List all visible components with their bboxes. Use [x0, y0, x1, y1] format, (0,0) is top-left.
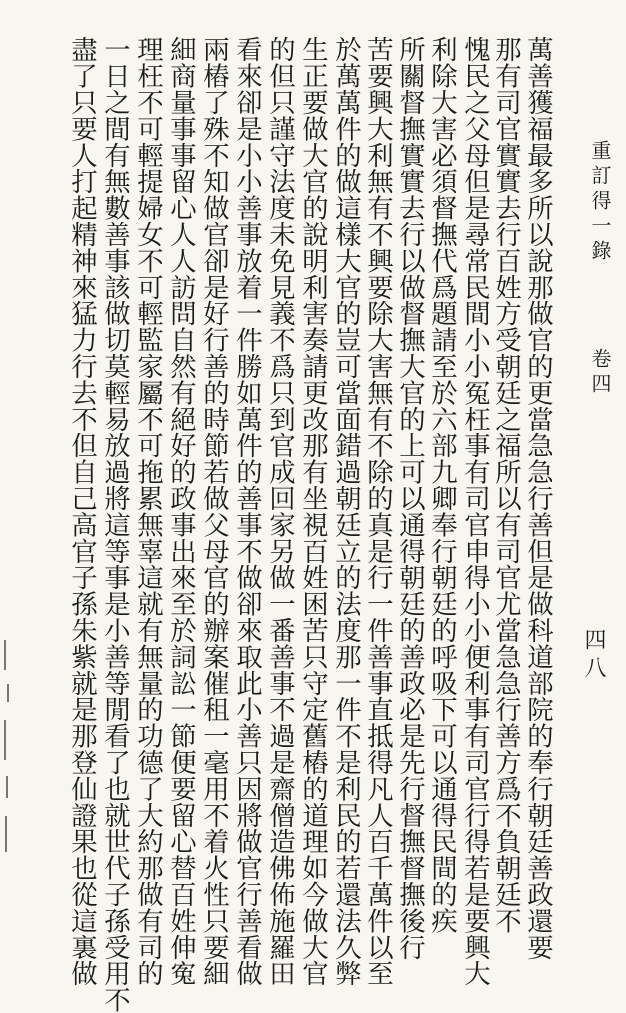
running-header [590, 140, 610, 398]
text-column: 苦要興大利無有不興要除大害無有不除的真是行一件善事直抵得凡人百千萬件以至 [362, 36, 394, 987]
text-column: 細商量事事留心人人訪問自然有絕好的政事出來至於詞訟一節便要留心替百姓伸寃 [165, 36, 197, 987]
text-column: 那有司官實實去行百姓方受朝廷之福所以有司官尤當急急行善方爲不負朝廷不 [490, 36, 522, 934]
text-column: 看來卻是小小善事放着一件勝如萬件的善事不做卻來取此小善只因將做官行善看做 [231, 36, 263, 987]
text-column: 所關督撫實實去行以做督撫大官的上可以通得朝廷的善政必是先行督撫督撫後行 [394, 36, 426, 960]
text-column: 兩樁了殊不知做官卻是好行善的時節若做父母官的辦案催租一毫用不着火性只要細 [198, 36, 230, 987]
text-column: 盡了只要人打起精神來猛力行去不但自己高官子孫朱紫就是那登仙證果也從這裏做 [66, 36, 98, 987]
text-column: 愧民之父母但是尋常民間小小冤枉事有司官申得小小便利事有司官行得若是要興大 [459, 36, 491, 987]
text-column: 萬善獲福最多所以說那做官的更當急急行善但是做科道部院的奉行朝廷善政還要 [522, 36, 554, 960]
text-column: 於萬萬件的做這樣大官的豈可當面錯過朝廷立的法度那一件不是利民的若還法久弊 [330, 36, 362, 987]
text-column: 利除大害必須督撫代爲題請至於六部九卿奉行朝廷的呼吸下可以通得民間的疾 [426, 36, 458, 934]
volume-label: 卷四 [588, 348, 612, 398]
text-column: 理枉不可輕提婦女不可輕監家屬不可拖累無辜這就有無量的功德了大約那做有司的 [132, 36, 164, 987]
text-column: 的但只謹守法度未免見義不爲只到官成回家另做一番善事不過是齋僧造佛佈施羅田 [264, 36, 296, 987]
book-title: 重訂得一錄 [588, 140, 612, 265]
scan-edge-marks [4, 640, 24, 860]
header-separator [588, 294, 612, 319]
text-column: 生正要做大官的說明利害奏請更改那有坐視百姓困苦只守定舊樁的道理如今做大官 [297, 36, 329, 987]
page-number: 四八 [581, 628, 606, 684]
text-column: 一日之間有無數善事該做切莫輕易放過將這等事是小善等閒看了也就世代子孫受用不 [99, 36, 131, 1013]
